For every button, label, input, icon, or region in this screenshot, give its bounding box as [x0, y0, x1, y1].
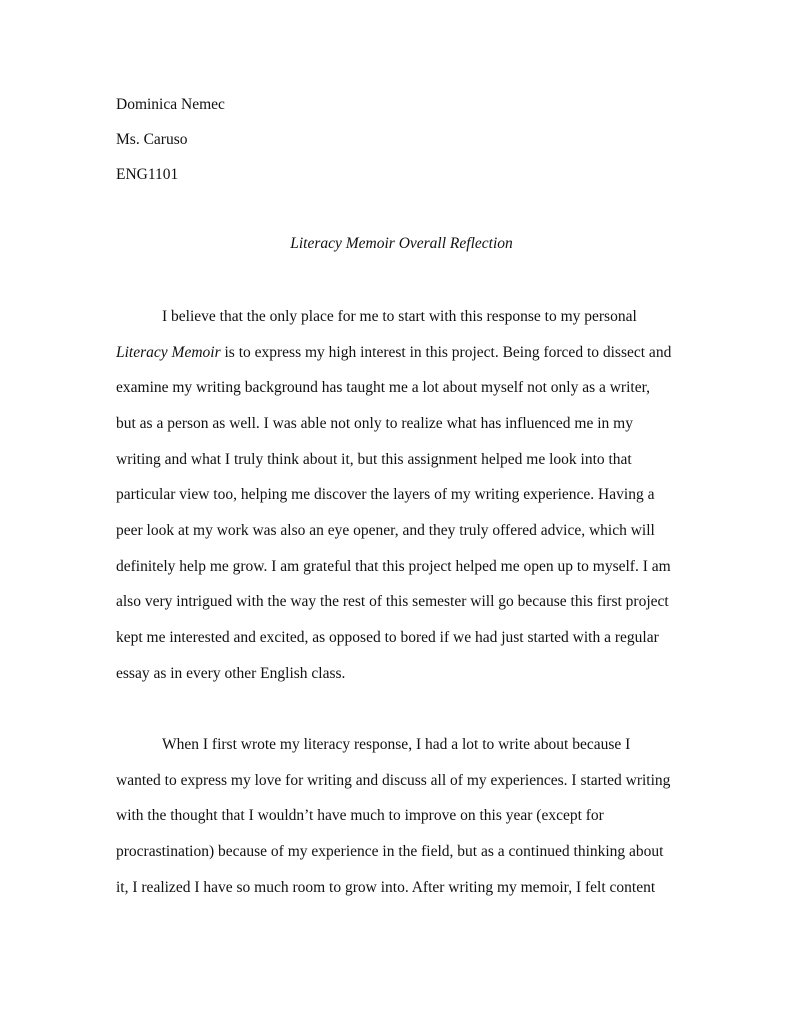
paragraph-1-line: definitely help me grow. I am grateful that this project helped me open up to myself. I am: [116, 558, 671, 575]
paragraph-1-line: writing and what I truly think about it, but this assignment helped me look into that: [116, 451, 632, 468]
instructor-name: Ms. Caruso: [116, 131, 188, 148]
paragraph-1-line: kept me interested and excited, as opposed to bored if we had just started with a regular: [116, 629, 659, 646]
paragraph-2-line: with the thought that I wouldn’t have much to improve on this year (except for: [116, 807, 604, 824]
paragraph-2-line: it, I realized I have so much room to grow into. After writing my memoir, I felt content: [116, 879, 656, 896]
paragraph-2-line: When I first wrote my literacy response, I had a lot to write about because I: [162, 736, 631, 753]
paragraph-1-line-rest: is to express my high interest in this project. Being forced to dissect and: [220, 344, 672, 361]
paragraph-1-line: peer look at my work was also an eye opener, and they truly offered advice, which will: [116, 522, 655, 539]
paragraph-1-line: [116, 344, 671, 362]
paragraph-1-line: examine my writing background has taught me a lot about myself not only as a writer,: [116, 379, 651, 396]
document-title: Literacy Memoir Overall Reflection: [290, 235, 513, 252]
course-code: ENG1101: [116, 166, 179, 183]
paragraph-1-line: particular view too, helping me discover the layers of my writing experience. Having a: [116, 486, 655, 503]
paragraph-1-line: but as a person as well. I was able not only to realize what has influenced me in my: [116, 415, 633, 432]
paragraph-1-line: essay as in every other English class.: [116, 665, 346, 682]
paragraph-2-line: procrastination) because of my experience in the field, but as a continued thinking about: [116, 843, 664, 860]
memoir-title-italic: Literacy Memoir: [116, 344, 221, 361]
paragraph-1-line: also very intrigued with the way the rest of this semester will go because this first project: [116, 593, 669, 610]
student-name: Dominica Nemec: [116, 96, 225, 113]
paragraph-1-line: I believe that the only place for me to start with this response to my personal: [162, 308, 637, 325]
paragraph-2-line: wanted to express my love for writing and discuss all of my experiences. I started writing: [116, 772, 671, 789]
